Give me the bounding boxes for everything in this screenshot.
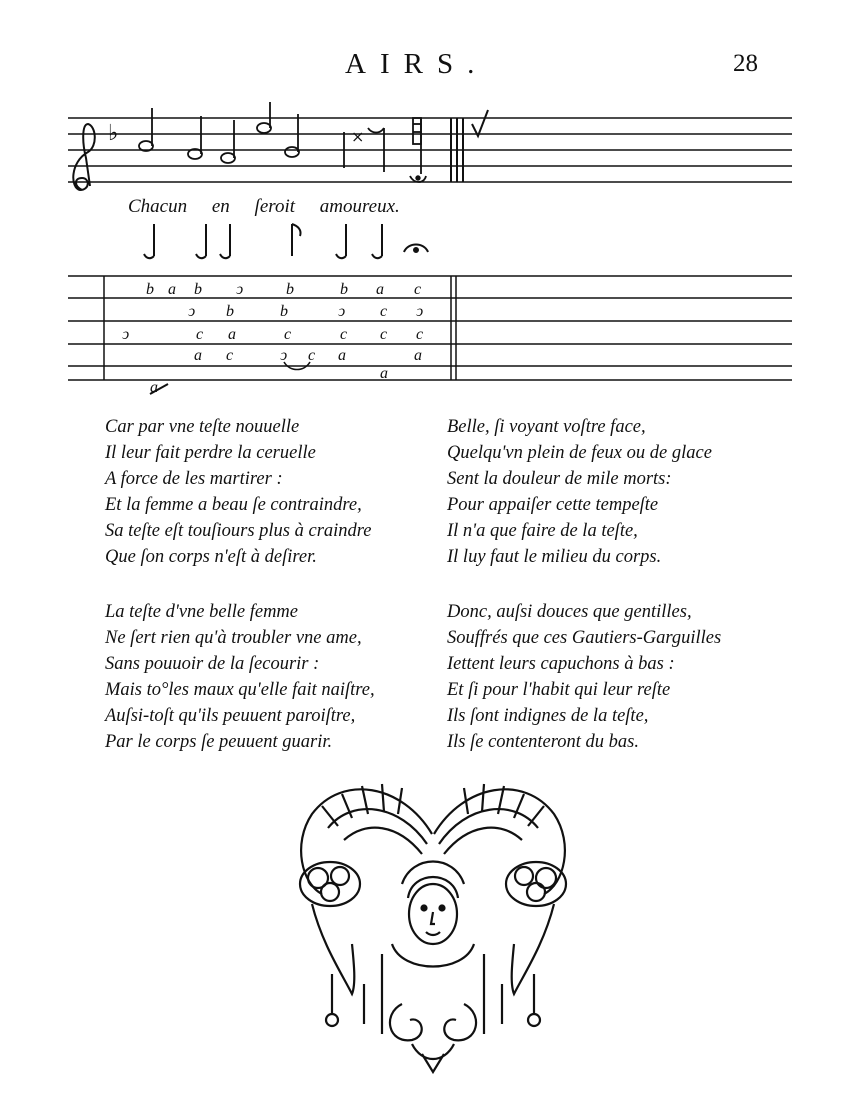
verse-line: Ils ſont indignes de la teſte, <box>447 706 649 726</box>
running-head: AIRS. <box>345 48 489 80</box>
notes <box>139 102 426 182</box>
verse-line: Ils ſe contenteront du bas. <box>447 732 639 752</box>
verse-line: Iettent leurs capuchons à bas : <box>447 654 675 674</box>
tab-letter: c <box>340 326 348 343</box>
tab-letter: a <box>228 326 236 343</box>
verse-line: Car par vne teſte nouuelle <box>105 417 300 437</box>
page-number: 28 <box>733 50 758 77</box>
staff-lyric: Chacun en ſeroit amoureux. <box>128 196 400 217</box>
verse-line: Auſsi-toſt qu'ils peuuent paroiſtre, <box>105 706 356 726</box>
verse-line: Ne ſert rien qu'à troubler vne ame, <box>105 628 362 648</box>
verse-line: Sa teſte eſt touſiours plus à craindre <box>105 521 372 541</box>
verse-line: Il n'a que faire de la teſte, <box>447 521 638 541</box>
svg-text:×: × <box>351 127 365 146</box>
verse-4 <box>447 599 797 755</box>
custos-icon <box>472 110 488 136</box>
flat-icon: ♭ <box>108 121 119 146</box>
tab-letter: c <box>416 326 424 343</box>
tab-letter: ↄ <box>338 303 346 320</box>
tab-letter: a <box>168 281 176 298</box>
verse-line: Il luy faut le milieu du corps. <box>447 547 662 567</box>
verse-2 <box>447 414 797 570</box>
verse-line: Que ſon corps n'eſt à deſirer. <box>105 547 317 567</box>
verse-line: Mais to°les maux qu'elle fait naiſtre, <box>105 680 375 700</box>
tab-letter: a <box>194 347 202 364</box>
tab-letter: b <box>340 281 348 298</box>
tab-letter: c <box>380 326 388 343</box>
tab-letter: ↄ <box>236 281 244 298</box>
verse-line: Pour appaiſer cette tempeſte <box>447 495 659 515</box>
tab-letter: b <box>286 281 294 298</box>
tab-letter: ↄ <box>188 303 196 320</box>
music-staff <box>68 102 792 192</box>
verse-line: Sent la douleur de mile morts: <box>447 469 672 489</box>
rhythm-flags <box>128 220 448 264</box>
verse-line: Il leur fait perdre la ceruelle <box>105 443 316 463</box>
verse-line: Quelqu'vn plein de feux ou de glace <box>447 443 712 463</box>
tab-letter: b <box>280 303 288 320</box>
verse-line: Souffrés que ces Gautiers-Garguilles <box>447 628 722 648</box>
tab-letter: a <box>380 365 388 382</box>
verse-line: A force de les martirer : <box>105 469 283 489</box>
tab-letter: c <box>414 281 422 298</box>
tab-letter: ↄ <box>280 347 288 364</box>
lute-tablature <box>68 272 792 402</box>
tab-letter: b <box>226 303 234 320</box>
verse-line: La teſte d'vne belle femme <box>105 602 298 622</box>
verse-line: Et ſi pour l'habit qui leur reſte <box>447 680 671 700</box>
tab-letter: c <box>226 347 234 364</box>
tab-letter: c <box>308 347 316 364</box>
woodcut-ornament-icon <box>282 774 584 1074</box>
tab-letter: a <box>150 379 158 396</box>
tab-letter: c <box>284 326 292 343</box>
tab-letter: b <box>194 281 202 298</box>
tab-letter: ↄ <box>122 326 130 343</box>
verse-line: Et la femme a beau ſe contraindre, <box>105 495 362 515</box>
verse-1 <box>105 414 455 570</box>
tab-letter: a <box>338 347 346 364</box>
verse-line: Donc, auſsi douces que gentilles, <box>447 602 692 622</box>
tab-letter: a <box>414 347 422 364</box>
tab-letter: b <box>146 281 154 298</box>
tab-letter: c <box>196 326 204 343</box>
tab-letter: a <box>376 281 384 298</box>
verse-line: Par le corps ſe peuuent guarir. <box>105 732 333 752</box>
tab-letter: c <box>380 303 388 320</box>
verse-3 <box>105 599 455 755</box>
verse-line: Sans pouuoir de la ſecourir : <box>105 654 320 674</box>
tab-letter: ↄ <box>416 303 424 320</box>
verse-line: Belle, ſi voyant voſtre face, <box>447 417 646 437</box>
page-header <box>0 44 862 84</box>
